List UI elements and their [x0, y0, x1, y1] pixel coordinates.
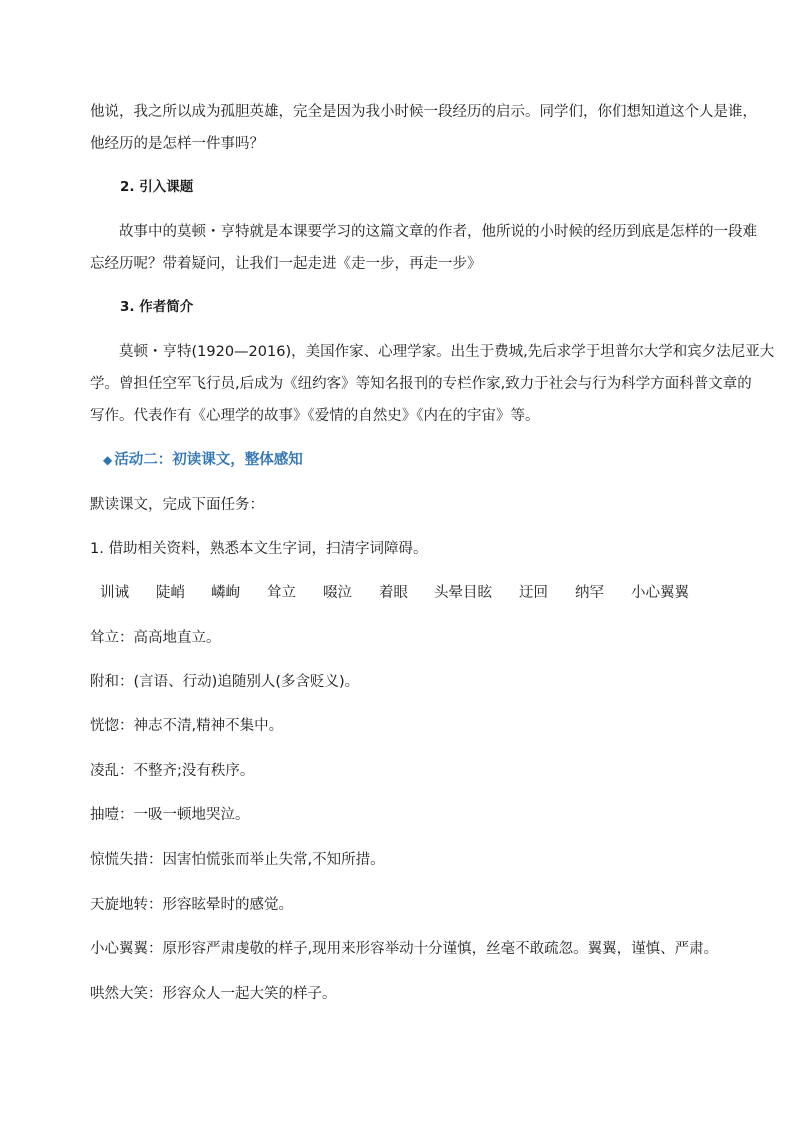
section-heading-2: 2. 引入课题: [120, 179, 194, 195]
intro-paragraph-line-2: 他经历的是怎样一件事吗？: [90, 136, 264, 152]
vocab-word: 耸立: [267, 585, 296, 601]
vocab-word: 迂回: [519, 585, 548, 601]
task-item-1: 1. 借助相关资料，熟悉本文生字词，扫清字词障碍。: [90, 541, 428, 557]
story-paragraph-line-1: 故事中的莫顿・亨特就是本课要学习的这篇文章的作者，他所说的小时候的经历到底是怎样的一段难: [119, 224, 757, 240]
vocab-word: 训诫: [100, 585, 129, 601]
definition-item: 抽噎：一吸一顿地哭泣。: [90, 807, 250, 823]
vocab-word: 头晕目眩: [434, 585, 492, 601]
vocab-word: 陡峭: [156, 585, 185, 601]
vocab-row: [90, 582, 730, 604]
activity-title: 活动二：初读课文，整体感知: [114, 452, 303, 468]
definition-item: 哄然大笑：形容众人一起大笑的样子。: [90, 986, 337, 1002]
definition-item: 耸立：高高地直立。: [90, 630, 221, 646]
definition-item: 天旋地转：形容眩晕时的感觉。: [90, 897, 293, 913]
vocab-word: 纳罕: [575, 585, 604, 601]
vocab-word: 啜泣: [323, 585, 352, 601]
author-paragraph-line-3: 写作。代表作有《心理学的故事》《爱情的自然史》《内在的宇宙》等。: [90, 408, 540, 424]
vocab-word: 小心翼翼: [631, 585, 689, 601]
definition-item: 小心翼翼：原形容严肃虔敬的样子,现用来形容举动十分谨慎，丝毫不敢疏忽。翼翼，谨慎、严肃。: [90, 941, 719, 957]
diamond-bullet-icon: ◆: [103, 453, 113, 467]
activity-heading: [103, 449, 303, 471]
definition-item: 恍惚：神志不清,精神不集中。: [90, 718, 284, 734]
vocab-word: 着眼: [379, 585, 408, 601]
vocab-word: 嶙峋: [211, 585, 240, 601]
definition-item: 凌乱：不整齐;没有秩序。: [90, 763, 255, 779]
definition-item: 惊慌失措：因害怕慌张而举止失常,不知所措。: [90, 852, 385, 868]
intro-paragraph-line-1: 他说，我之所以成为孤胆英雄，完全是因为我小时候一段经历的启示。同学们，你们想知道这个人是谁，: [90, 104, 757, 120]
section-heading-3: 3. 作者简介: [120, 299, 194, 315]
author-paragraph-line-2: 学。曾担任空军飞行员,后成为《纽约客》等知名报刊的专栏作家,致力于社会与行为科学方面科普文章的: [90, 376, 752, 392]
author-paragraph-line-1: 莫顿・亨特(1920—2016)，美国作家、心理学家。出生于费城,先后求学于坦普尔大学和宾夕法尼亚大: [119, 344, 775, 360]
task-instruction: 默读课文，完成下面任务：: [90, 497, 264, 513]
story-paragraph-line-2: 忘经历呢？带着疑问，让我们一起走进《走一步，再走一步》: [90, 256, 482, 272]
definition-item: 附和：(言语、行动)追随别人(多含贬义)。: [90, 674, 360, 690]
